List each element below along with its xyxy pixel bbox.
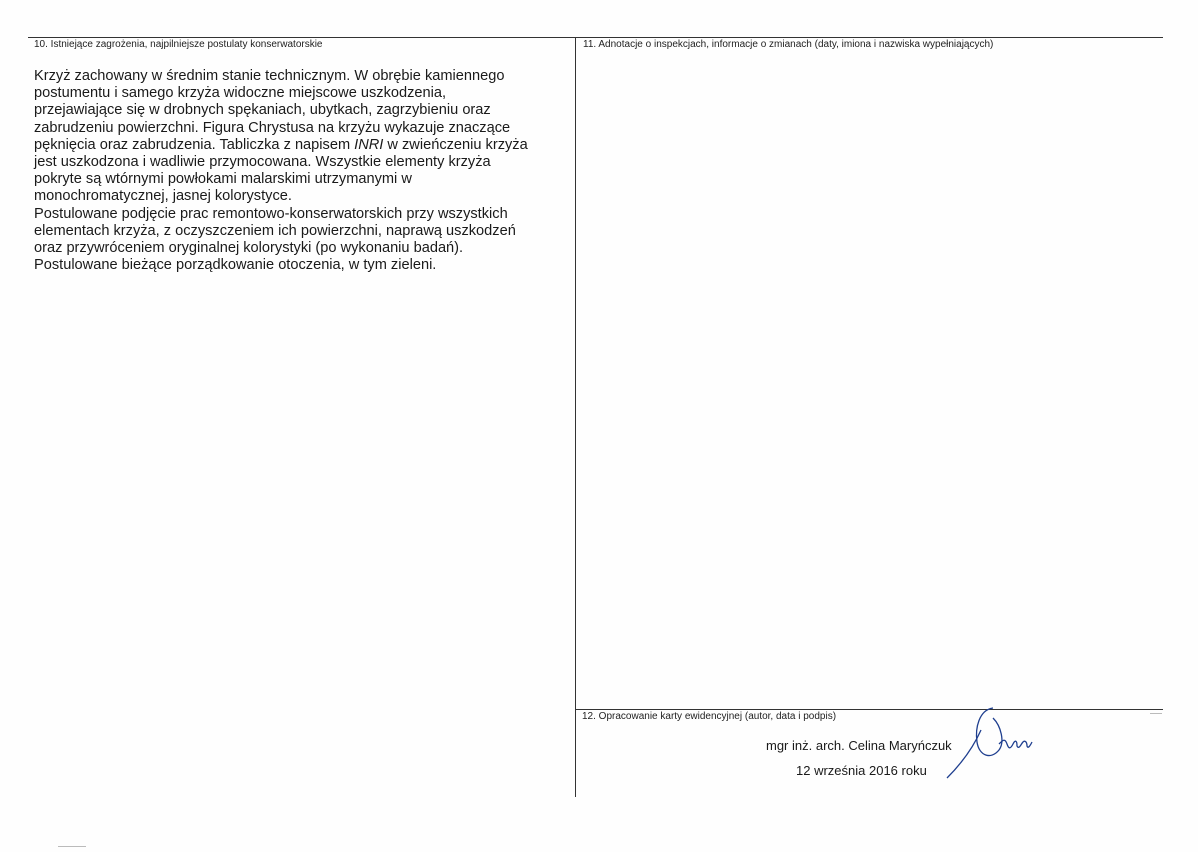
body-line: Postulowane podjęcie prac remontowo-konserwatorskich przy wszystkich: [34, 205, 508, 222]
body-line: Krzyż zachowany w średnim stanie technicznym. W obrębie kamiennego: [34, 68, 505, 84]
section-10-label: 10. Istniejące zagrożenia, najpilniejsze postulaty konserwatorskie: [34, 39, 323, 50]
body-line: postumentu i samego krzyża widoczne miejscowe uszkodzenia,: [34, 85, 447, 102]
inri-inscription: INRI: [354, 136, 384, 153]
section-10-body: [34, 68, 574, 274]
body-line: Postulowane bieżące porządkowanie otoczenia, w tym zieleni.: [34, 257, 437, 274]
body-line: elementach krzyża, z oczyszczeniem ich powierzchni, naprawą uszkodzeń: [34, 222, 516, 239]
section-12-label: 12. Opracowanie karty ewidencyjnej (autor, data i podpis): [582, 711, 837, 722]
scan-artifact: [1150, 713, 1162, 714]
body-line: monochromatycznej, jasnej kolorystyce.: [34, 188, 292, 205]
column-divider: [575, 37, 576, 797]
section-12-rule: [576, 709, 1163, 710]
body-line: oraz przywróceniem oryginalnej kolorystyki (po wykonaniu badań).: [34, 240, 464, 257]
body-line: pęknięcia oraz zabrudzenia. Tabliczka z napisem INRI w zwieńczeniu krzyża: [34, 136, 528, 153]
top-rule: [28, 37, 1163, 38]
author-name: mgr inż. arch. Celina Maryńczuk: [766, 738, 952, 753]
scan-artifact: [58, 846, 86, 847]
body-line: jest uszkodzona i wadliwie przymocowana. Wszystkie elementy krzyża: [34, 154, 491, 171]
body-line: przejawiające się w drobnych spękaniach, ubytkach, zagrzybieniu oraz: [34, 102, 491, 119]
author-date: 12 września 2016 roku: [796, 763, 927, 778]
signature-icon: [935, 704, 1055, 784]
section-11-label: 11. Adnotacje o inspekcjach, informacje o zmianach (daty, imiona i nazwiska wypełniających): [583, 39, 994, 50]
body-line: pokryte są wtórnymi powłokami malarskimi utrzymanymi w: [34, 171, 412, 188]
body-line: zabrudzeniu powierzchni. Figura Chrystusa na krzyżu wykazuje znaczące: [34, 119, 511, 136]
